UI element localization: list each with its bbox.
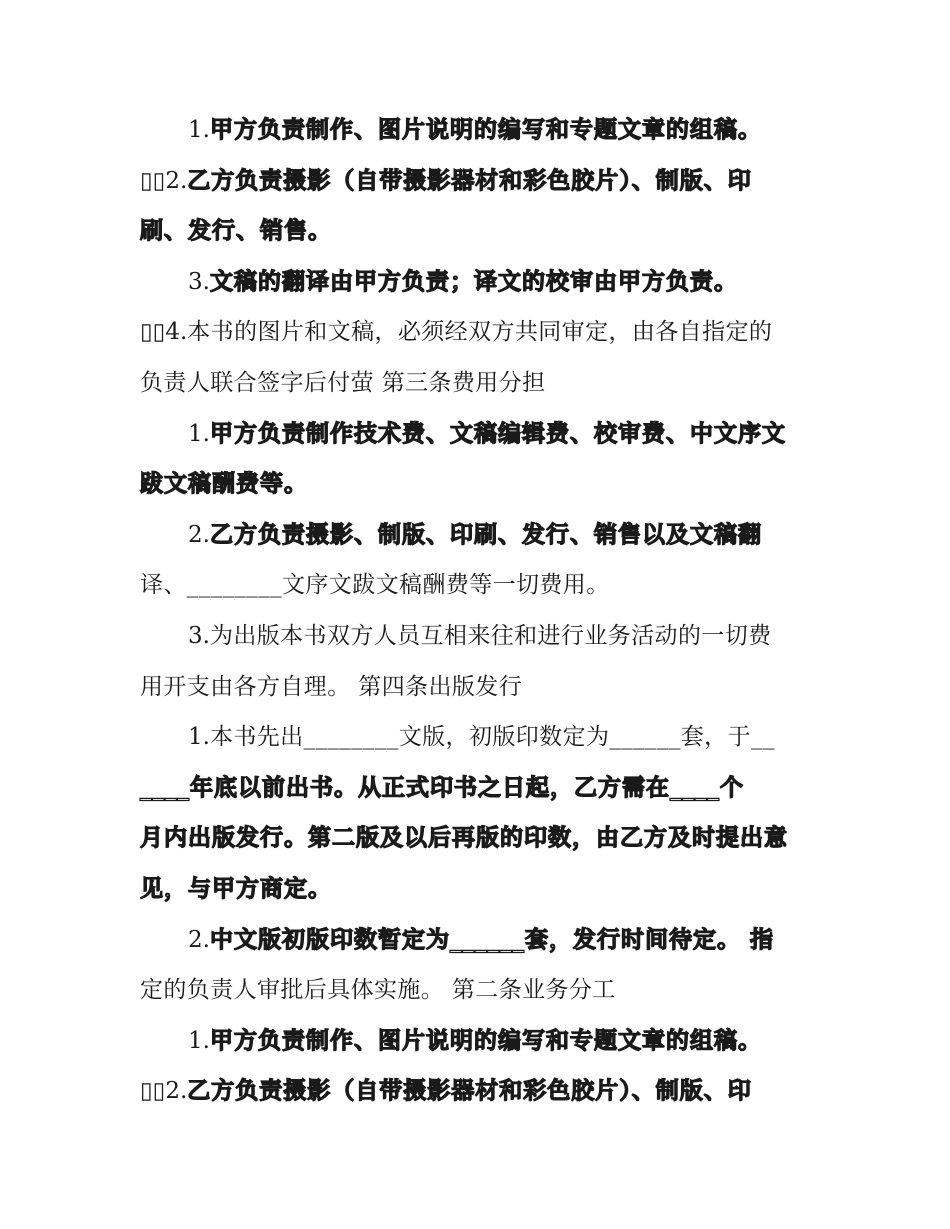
line-text: 乙方负责摄影（自带摄影器材和彩色胶片）、制版、印 xyxy=(187,168,752,194)
line-text: 月内出版发行。第二版及以后再版的印数，由乙方及时提出意 xyxy=(140,825,788,851)
line-text: 为出版本书双方人员互相来往和进行业务活动的一切费 xyxy=(209,623,772,649)
line-text: 用开支由各方自理。 第四条出版发行 xyxy=(140,674,523,700)
document-line xyxy=(188,616,772,656)
item-number: 3. xyxy=(188,623,210,649)
document-line xyxy=(140,1071,752,1111)
line-text: 乙方负责摄影（自带摄影器材和彩色胶片）、制版、印 xyxy=(187,1078,752,1104)
item-number: 1. xyxy=(188,421,210,447)
line-text: 跋文稿酬费等。 xyxy=(140,471,308,497)
line-text: 定的负责人审批后具体实施。 第二条业务分工 xyxy=(140,977,616,1003)
document-line xyxy=(140,869,332,909)
document-line xyxy=(188,1021,762,1061)
line-text: 本书的图片和文稿，必须经双方共同审定，由各自指定的 xyxy=(187,319,773,345)
document-line xyxy=(188,920,774,960)
document-line xyxy=(140,363,546,403)
document-line xyxy=(188,414,786,454)
line-text: 文稿的翻译由甲方负责；译文的校审由甲方负责。 xyxy=(209,269,738,295)
missing-glyph-box: ▯▯ xyxy=(140,168,166,194)
document-line xyxy=(140,667,522,707)
missing-glyph-box: ▯▯ xyxy=(140,1078,166,1104)
document-line xyxy=(140,818,788,858)
item-number: 2. xyxy=(188,522,210,548)
item-number: 2. xyxy=(165,1078,188,1104)
document-line xyxy=(140,161,752,201)
item-number: 4. xyxy=(165,319,188,345)
document-line xyxy=(188,262,738,302)
document-line xyxy=(188,717,775,757)
line-text: 负责人联合签字后付萤 第三条费用分担 xyxy=(140,370,546,396)
line-text: 本书先出________文版，初版印数定为______套，于__ xyxy=(209,724,775,750)
line-text: 中文版初版印数暂定为______套，发行时间待定。 指 xyxy=(209,927,774,953)
item-number: 1. xyxy=(188,1028,210,1054)
document-line xyxy=(140,464,308,504)
missing-glyph-box: ▯▯ xyxy=(140,319,166,345)
line-text: 甲方负责制作、图片说明的编写和专题文章的组稿。 xyxy=(209,117,762,143)
document-line xyxy=(188,515,762,555)
document-line xyxy=(140,211,332,251)
line-text: 译、________文序文跋文稿酬费等一切费用。 xyxy=(140,572,610,598)
document-line xyxy=(140,312,772,352)
line-text: 乙方负责摄影、制版、印刷、发行、销售以及文稿翻 xyxy=(209,522,762,548)
item-number: 1. xyxy=(188,724,210,750)
line-text: 刷、发行、销售。 xyxy=(140,218,332,244)
line-text: 甲方负责制作技术费、文稿编辑费、校审费、中文序文 xyxy=(209,421,786,447)
line-text: 见，与甲方商定。 xyxy=(140,876,332,902)
item-number: 2. xyxy=(188,927,210,953)
item-number: 1. xyxy=(188,117,210,143)
document-line xyxy=(140,970,616,1010)
item-number: 2. xyxy=(165,168,188,194)
document-line xyxy=(188,110,762,150)
item-number: 3. xyxy=(188,269,210,295)
document-line xyxy=(140,768,744,808)
line-text: ____年底以前出书。从正式印书之日起，乙方需在____个 xyxy=(140,775,744,801)
line-text: 甲方负责制作、图片说明的编写和专题文章的组稿。 xyxy=(209,1028,762,1054)
document-line xyxy=(140,565,610,605)
